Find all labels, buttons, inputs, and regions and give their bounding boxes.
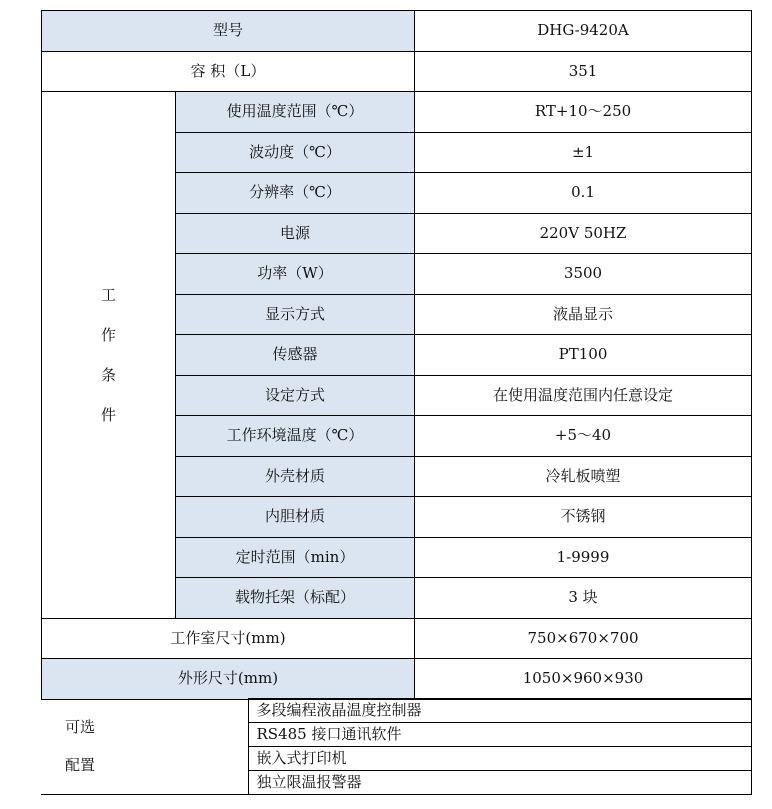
condition-label: 设定方式 xyxy=(176,375,415,416)
condition-label: 工作环境温度（℃） xyxy=(176,416,415,457)
options-label-line: 可选 xyxy=(65,718,96,737)
chamber-size-value: 750×670×700 xyxy=(415,618,752,659)
working-conditions-label xyxy=(42,92,176,619)
condition-value: 液晶显示 xyxy=(415,294,752,335)
option-item: 嵌入式打印机 xyxy=(248,747,751,771)
volume-label: 容 积（L） xyxy=(42,51,415,92)
condition-value: 不锈钢 xyxy=(415,497,752,538)
condition-label: 定时范围（min） xyxy=(176,537,415,578)
outer-size-label: 外形尺寸(mm) xyxy=(42,659,415,700)
option-item: RS485 接口通讯软件 xyxy=(248,723,751,747)
condition-value: 冷轧板喷塑 xyxy=(415,456,752,497)
condition-label: 使用温度范围（℃） xyxy=(176,92,415,133)
condition-label: 电源 xyxy=(176,213,415,254)
condition-value: RT+10～250 xyxy=(415,92,752,133)
condition-label: 外壳材质 xyxy=(176,456,415,497)
condition-value: 3 块 xyxy=(415,578,752,619)
model-value: DHG-9420A xyxy=(415,11,752,52)
chamber-size-label: 工作室尺寸(mm) xyxy=(42,618,415,659)
condition-value: 220V 50HZ xyxy=(415,213,752,254)
volume-value: 351 xyxy=(415,51,752,92)
options-table xyxy=(41,698,752,795)
condition-value: 0.1 xyxy=(415,173,752,214)
model-row xyxy=(42,11,752,52)
working-conditions-char: 作 xyxy=(100,325,116,344)
condition-row xyxy=(42,92,752,133)
condition-label: 传感器 xyxy=(176,335,415,376)
condition-label: 显示方式 xyxy=(176,294,415,335)
condition-value: 1-9999 xyxy=(415,537,752,578)
option-row xyxy=(41,699,751,723)
model-label: 型号 xyxy=(42,11,415,52)
condition-label: 载物托架（标配） xyxy=(176,578,415,619)
option-item: 多段编程液晶温度控制器 xyxy=(248,699,751,723)
condition-label: 内胆材质 xyxy=(176,497,415,538)
options-label-line: 配置 xyxy=(65,756,96,775)
spec-table xyxy=(41,10,752,700)
options-label xyxy=(41,699,248,795)
chamber-size-row xyxy=(42,618,752,659)
condition-label: 分辨率（℃） xyxy=(176,173,415,214)
option-item: 独立限温报警器 xyxy=(248,771,751,795)
outer-size-value: 1050×960×930 xyxy=(415,659,752,700)
condition-label: 功率（W） xyxy=(176,254,415,295)
condition-value: 在使用温度范围内任意设定 xyxy=(415,375,752,416)
condition-value: ±1 xyxy=(415,132,752,173)
condition-label: 波动度（℃） xyxy=(176,132,415,173)
condition-value: PT100 xyxy=(415,335,752,376)
condition-value: +5～40 xyxy=(415,416,752,457)
volume-row xyxy=(42,51,752,92)
working-conditions-char: 件 xyxy=(100,405,116,424)
working-conditions-char: 工 xyxy=(100,285,116,304)
outer-size-row xyxy=(42,659,752,700)
condition-value: 3500 xyxy=(415,254,752,295)
working-conditions-char: 条 xyxy=(100,365,116,384)
